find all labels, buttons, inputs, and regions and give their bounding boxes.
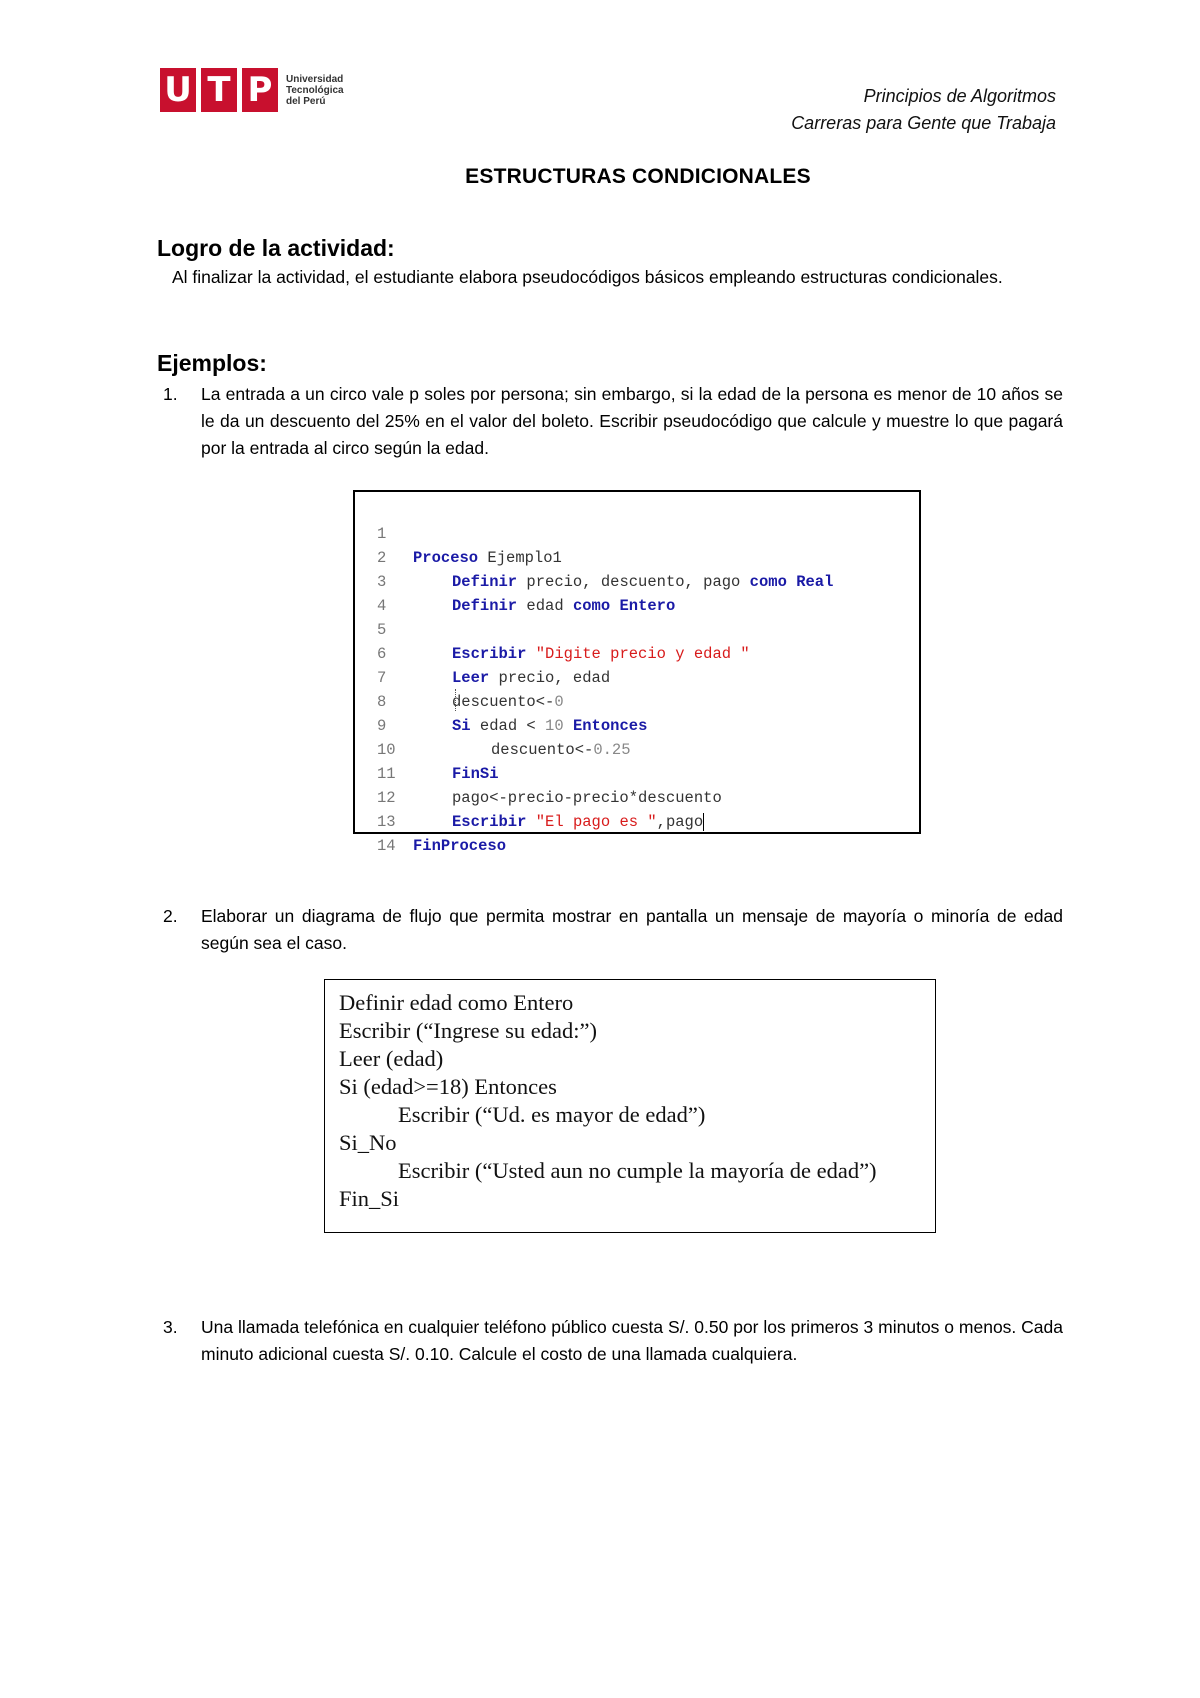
item-number: 1.: [163, 384, 178, 404]
list-item: [163, 381, 1063, 462]
code-line: 2 Definir precio, descuento, pago como Real: [377, 549, 834, 591]
pseudo-line: Escribir (“Ingrese su edad:”): [339, 1018, 598, 1043]
pseudo-line: Fin_Si: [339, 1186, 400, 1211]
pseudo-line: Definir edad como Entero: [339, 990, 574, 1015]
logo-letter-u: U: [160, 68, 196, 112]
code-line: 10 FinSi: [377, 741, 499, 783]
indent-guide: [455, 689, 456, 711]
pseudo-line: Si_No: [339, 1130, 397, 1155]
code-line: 5 Escribir "Digite precio y edad ": [377, 621, 750, 663]
code-line: 8 Si edad < 10 Entonces: [377, 693, 648, 735]
logo-letter-t: T: [201, 68, 237, 112]
pseudo-line: Si (edad>=18) Entonces: [339, 1074, 557, 1099]
code-line: 11 pago<-precio-precio*descuento: [377, 765, 722, 807]
code-line: 6 Leer precio, edad: [377, 645, 611, 687]
list-item: [163, 1314, 1063, 1368]
item-text: La entrada a un circo vale p soles por persona; sin embargo, si la edad de la persona es menor de 10 años se le da un descuento del 25% en el valor del boleto. Escribir pseudocódigo que calcule y muestre lo que pagará por la entrada al circo según la edad.: [201, 384, 1063, 458]
list-item: [163, 903, 1063, 957]
code-line: 13 FinProceso: [377, 813, 507, 855]
code-line: 4: [377, 597, 387, 615]
code-line: 9 descuento<-0.25: [377, 717, 631, 759]
logro-text: Al finalizar la actividad, el estudiante elabora pseudocódigos básicos empleando estructuras condicionales.: [172, 267, 1003, 287]
item-text: Elaborar un diagrama de flujo que permita mostrar en pantalla un mensaje de mayoría o minoría de edad según sea el caso.: [201, 906, 1063, 953]
pseudocode-box: [324, 979, 936, 1233]
utp-logo: [160, 67, 344, 113]
code-example-box: [353, 490, 921, 855]
pseudo-line: Escribir (“Usted aun no cumple la mayoría de edad”): [398, 1158, 877, 1183]
page-title: ESTRUCTURAS CONDICIONALES: [465, 165, 811, 188]
code-line: 12 Escribir "El pago es ",pago: [377, 789, 704, 831]
code-line: 14: [377, 837, 396, 855]
item-number: 2.: [163, 906, 178, 926]
code-line: 3 Definir edad como Entero: [377, 573, 676, 615]
header-course-info: [791, 83, 1056, 137]
logo-text: Universidad Tecnológica del Perú: [286, 73, 344, 107]
code-line: 7 descuento<-0: [377, 669, 564, 711]
item-text: Una llamada telefónica en cualquier teléfono público cuesta S/. 0.50 por los primeros 3 minutos o menos. Cada minuto adicional cuesta S/. 0.10. Calcule el costo de una llamada cualquiera.: [201, 1317, 1063, 1364]
logro-heading: Logro de la actividad:: [157, 235, 395, 261]
logo-letter-p: P: [242, 68, 278, 112]
item-number: 3.: [163, 1317, 178, 1337]
code-line: 1 Proceso Ejemplo1: [377, 525, 562, 567]
pseudo-line: Escribir (“Ud. es mayor de edad”): [398, 1102, 706, 1127]
pseudo-line: Leer (edad): [339, 1046, 444, 1071]
program-name: Carreras para Gente que Trabaja: [791, 113, 1056, 133]
ejemplos-heading: Ejemplos:: [157, 350, 267, 376]
course-name: Principios de Algoritmos: [863, 86, 1056, 106]
